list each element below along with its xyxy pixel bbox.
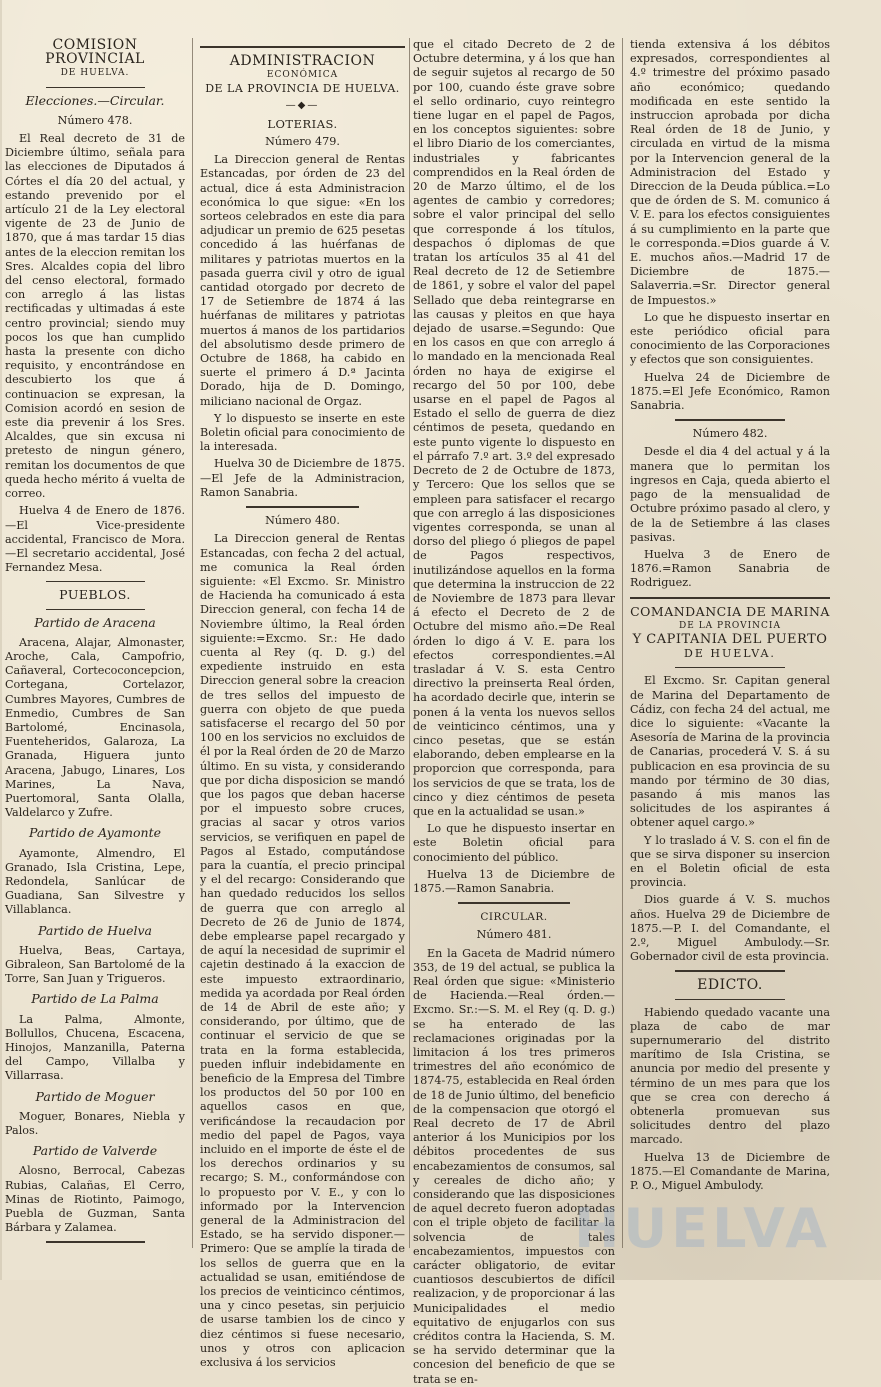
divider [675, 970, 785, 972]
ornament-divider: —◆— [285, 99, 320, 111]
section-title: Elecciones.—Circular. [25, 92, 165, 108]
marina-header-subtitle: DE HUELVA. [684, 647, 776, 661]
partido-towns: Ayamonte, Almendro, El Granado, Isla Cristina, Lepe, Redondela, Sanlúcar de Guadiana, San Silvestre y Villablanca. [5, 846, 185, 917]
divider [46, 609, 145, 610]
partido-name: Partido de Moguer [35, 1088, 155, 1104]
partido-block [5, 1144, 185, 1235]
notice-number: Número 478. [57, 113, 133, 127]
notice-body: El Real decreto de 31 de Diciembre último, señala para las elecciones de Diputados á Córtes el día 20 del actual, y estando prevenido por el artículo 21 de la Ley electoral vigente de 23 de Junio de 1870, que á mas tardar 15 dias antes de la eleccion remitan los Sres. Alcaldes copia del libro del censo electoral, formado con arreglo á las listas rectificadas y ultimadas á este centro provincial; siendo muy pocos los que han cumplido hasta la presente con dicho requisito, y encontrándose en descubierto los que á continuacion se expresan, la Comision acordó en sesion de este dia prevenir á los Sres. Alcaldes, que sin excusa ni pretesto de ningun género, remitan los documentos de que queda hecho mérito á vuelta de correo. [5, 132, 185, 501]
section-header-subtitle: DE LA PROVINCIA DE HUELVA. [205, 82, 400, 96]
section-header-title: ADMINISTRACION [229, 53, 376, 69]
notice-body: La Direccion general de Rentas Estancadas, con fecha 2 del actual, me comunica la Real órden siguiente: «El Excmo. Sr. Ministro de Hacienda ha comunicado á esta Direccion general, con fecha 14 de Noviembre último, la Real órden siguiente:=Excmo. Sr.: He dado cuenta al Rey (q. D. g.) del expediente instruido en esta Direccion general sobre la creacion de tres sellos del impuesto de guerra con objeto de que pueda satisfacerse el recargo del 50 por 100 en los servicios no excluidos de él por la Real órden de 20 de Marzo último. En su vista, y considerando que por dicha disposicion se mandó que los pagos que deban hacerse por el impuesto sobre cruces, gracias al sacar y otros varios servicios, se verifiquen en papel de Pagos al Estado, computándose para la cuantía, el precio principal y el del recargo: Considerando que han quedado reducidos los sellos de guerra que con arreglo al Decreto de 26 de Junio de 1874, debe emplearse papel recargado y de aquí la necesidad de suprimir el cajetin destinado á la exaccion de este impuesto extraordinario, medida ya acordada por Real órden de 14 de Abril de este año; y considerando, por último, que de continuar el servicio de que se trata en la forma establecida, pueden influir indebidamente en beneficio de la Empresa del Timbre los productos del 50 por 100 en aquellos casos en que, verificándose la recaudacion por medio del papel de Pagos, vaya incluido en el importe de éste el de los derechos ordinarios y su recargo; S. M., conformándose con lo propuesto por V. E., y con lo informado por la Intervencion general de la Administracion del Estado, se ha servido disponer.—Primero: Que se amplíe la tirada de los sellos de guerra que en la actualidad se usan, emitiéndose de los precios de veinticinco céntimos, una y cinco pesetas, sin perjuicio de usarse tambien los de cinco y diez céntimos si fuese necesario, unos y otros con aplicacion exclusiva á los servicios [200, 532, 405, 1370]
section-header-small: ECONÓMICA [266, 70, 339, 81]
partido-block [5, 826, 185, 917]
divider [200, 46, 405, 48]
notice-signoff: Huelva 3 de Enero de 1876.=Ramon Sanabria de Rodriguez. [630, 547, 830, 590]
divider [46, 1241, 145, 1243]
marina-header-title-2: Y CAPITANIA DEL PUERTO [632, 631, 828, 647]
notice-number: Número 482. [692, 427, 768, 441]
column-administracion [200, 38, 405, 1370]
partido-towns: Aracena, Alajar, Almonaster, Aroche, Cala, Campofrio, Cañaveral, Cortecoconcepcion, Cortegana, Cortelazor, Cumbres Mayores, Cumbres de Enmedio, Cumbres de San Bartolomé, Encinasola, Fuenteheridos, Galaroza, La Granada, Higuera junto Aracena, Jabugo, Linares, Los Marines, La Nava, Puertomoral, Santa Olalla, Valdelarco y Zufre. [5, 635, 185, 820]
partido-towns: Moguer, Bonares, Niebla y Palos. [5, 1109, 185, 1138]
huelva-watermark-logo: HUELVA [574, 1197, 831, 1260]
partido-towns: Alosno, Berrocal, Cabezas Rubias, Calañas, El Cerro, Minas de Riotinto, Paimogo, Puebla de Guzman, Santa Bárbara y Zalamea. [5, 1164, 185, 1235]
circular-body: En la Gaceta de Madrid número 353, de 19 del actual, se publica la Real órden que sigue: «Ministerio de Hacienda.—Real órden.—Excmo. Sr.:—S. M. el Rey (q. D. g.) se ha enterado de las reclamaciones originadas por la limitacion á los tres primeros trimestres del año económico de 1874-75, establecida en Real órden de 18 de Junio último, del beneficio de la compensacion que otorgó el Real decreto de 17 de Abril anterior á los Municipios por los débitos procedentes de sus encabezamientos de consumos, sal y cereales de dicho año; y considerando que las disposiciones de aquel decreto fueron adoptadas con el triple objeto de facilitar la solvencia de tales encabezamientos, impuestos con carácter obligatorio, de evitar cuantiosos descubiertos de difícil realizacion, y de proporcionar á las Municipalidades el medio equitativo de enjugarlos con sus créditos contra la Hacienda, S. M. se ha servido determinar que la concesion del beneficio de que se trata se en- [413, 946, 615, 1386]
marina-header-small: DE LA PROVINCIA [679, 620, 781, 631]
divider [630, 597, 830, 599]
notice-closing: Y lo dispuesto se inserte en este Boletin oficial para conocimiento de la interesada. [200, 411, 405, 454]
column-comision-provincial [5, 38, 185, 1248]
notice-number: Número 479. [265, 135, 340, 149]
marina-closing: Y lo traslado á V. S. con el fin de que se sirva disponer su insercion en el Boletin oficial de esta provincia. [630, 833, 830, 890]
partido-block [5, 992, 185, 1083]
section-title: LOTERIAS. [267, 116, 338, 131]
column-rule-2 [409, 38, 410, 1248]
notice-body: Desde el dia 4 del actual y á la manera que lo permitan los ingresos en Caja, queda abierto el pago de la mensualidad de Octubre próximo pasado al clero, y de la de Setiembre á las clases pasivas. [630, 445, 830, 544]
divider [458, 902, 569, 904]
notice-signoff: Huelva 4 de Enero de 1876.—El Vice-presidente accidental, Francisco de Mora.—El secretario accidental, José Fernandez Mesa. [5, 504, 185, 575]
divider [46, 87, 145, 88]
pueblos-title: PUEBLOS. [59, 587, 131, 603]
column-continuation [413, 38, 615, 1386]
circular-title: CIRCULAR. [480, 911, 548, 924]
partido-block [5, 616, 185, 821]
edicto-body: Habiendo quedado vacante una plaza de cabo de mar supernumerario del distrito marítimo de Isla Cristina, se anuncia por medio del presente y término de un mes para que los que se crea con derecho á obtenerla promuevan sus solicitudes dentro del plazo marcado. [630, 1005, 830, 1147]
notice-signoff: Huelva 24 de Diciembre de 1875.=El Jefe Económico, Ramon Sanabria. [630, 370, 830, 413]
partido-name: Partido de Ayamonte [28, 825, 162, 841]
divider [675, 999, 785, 1000]
section-header-title: COMISION PROVINCIAL [45, 37, 145, 68]
section-header-subtitle: DE HUELVA. [60, 68, 130, 79]
edicto-signoff: Huelva 13 de Diciembre de 1875.—El Comandante de Marina, P. O., Miguel Ambulody. [630, 1150, 830, 1193]
notice-body-continued: tienda extensiva á los débitos expresados, correspondientes al 4.º trimestre del próximo pasado año económico; quedando modificada en este sentido la instruccion aprobada por dicha Real órden de 18 de Junio, y circulada en virtud de la misma por la Intervencion general de la Administracion del Estado y Direccion de la Deuda pública.=Lo que de órden de S. M. comunico á V. E. para los efectos consiguientes á su cumplimiento en la parte que le corresponda.=Dios guarde á V. E. muchos años.—Madrid 17 de Diciembre de 1875.—Salaverria.=Sr. Director general de Impuestos.» [630, 38, 830, 307]
notice-closing: Lo que he dispuesto insertar en este Boletin oficial para conocimiento del público. [413, 822, 615, 864]
partido-block [5, 1090, 185, 1139]
partido-towns: Huelva, Beas, Cartaya, Gibraleon, San Bartolomé de la Torre, San Juan y Trigueros. [5, 943, 185, 986]
notice-closing: Lo que he dispuesto insertar en este periódico oficial para conocimiento de las Corporaciones y efectos que son consiguientes. [630, 310, 830, 367]
partido-name: Partido de Valverde [32, 1143, 158, 1159]
partido-name: Partido de Huelva [37, 922, 153, 938]
notice-body: La Direccion general de Rentas Estancadas, por órden de 23 del actual, dice á esta Administracion económica lo que sigue: «En los sorteos celebrados en este dia para adjudicar un premio de 625 pesetas concedido á las huérfanas de militares y patriotas muertos en la pasada guerra civil y otro de igual cantidad otorgado por decreto de 17 de Setiembre de 1874 á las huérfanas de militares y patriotas muertos á manos de los partidarios del absolutismo desde primero de Octubre de 1868, ha cabido en suerte el primero á D.ª Jacinta Dorado, hija de D. Domingo, miliciano nacional de Orgaz. [200, 153, 405, 408]
divider [246, 506, 359, 508]
partido-towns: La Palma, Almonte, Bollullos, Chucena, Escacena, Hinojos, Manzanilla, Paterna del Campo, Villalba y Villarrasa. [5, 1012, 185, 1083]
page-edge [0, 0, 2, 1280]
notice-number: Número 481. [476, 928, 552, 942]
notice-number: Número 480. [265, 514, 340, 528]
column-rule-1 [192, 38, 193, 1248]
divider [46, 581, 145, 582]
marina-body: El Excmo. Sr. Capitan general de Marina del Departamento de Cádiz, con fecha 24 del actual, me dice lo siguiente: «Vacante la Asesoría de Marina de la provincia de Canarias, procederá V. S. á su publicacion en esa provincia de su mando por término de 30 dias, pasando á mis manos las solicitudes de los aspirantes á obtener aquel cargo.» [630, 674, 830, 830]
column-rule-3 [622, 38, 623, 1248]
edicto-title: EDICTO. [697, 977, 763, 994]
marina-signoff: Dios guarde á V. S. muchos años. Huelva 29 de Diciembre de 1875.—P. I. del Comandante, el 2.º, Miguel Ambulody.—Sr. Gobernador civil de esta provincia. [630, 893, 830, 964]
marina-header-title: COMANDANCIA DE MARINA [630, 603, 830, 619]
partido-block [5, 924, 185, 987]
column-marina [630, 38, 830, 1248]
partido-name: Partido de La Palma [31, 991, 159, 1007]
notice-body-continued: que el citado Decreto de 2 de Octubre determina, y á los que han de seguir sujetos al recargo de 50 por 100, cuando éste grave sobre el sello ordinario, cuyo reintegro tiene lugar en el papel de Pagos, en los conceptos siguientes: sobre el libro Diario de los comerciantes, industriales y fabricantes comprendidos en la Real órden de 20 de Marzo último, el de los agentes de cambio y corredores; sobre el valor principal del sello que corresponde á los títulos, despachos ó diplomas de que tratan los artículos 35 al 41 del Real decreto de 12 de Setiembre de 1861, y sobre el valor del papel Sellado que deba reintegrarse en las causas y pleitos en que haya dejado de usarse.=Segundo: Que en los casos en que con arreglo á lo mandado en la mencionada Real órden no haya de exigirse el recargo del 50 por 100, debe usarse en el papel de Pagos al Estado el sello de guerra de diez céntimos de peseta, quedando en este punto vigente lo dispuesto en el párrafo 7.º art. 3.º del expresado Decreto de 2 de Octubre de 1873, y Tercero: Que los sellos que se empleen para satisfacer el recargo que con arreglo á las disposiciones vigentes corresponda, se unan al dorso del pliego ó pliegos de papel de Pagos respectivos, inutilizándose aquellos en la forma que determina la instruccion de 22 de Noviembre de 1873 para llevar á efecto el Decreto de 2 de Octubre del mismo año.=De Real órden lo digo á V. E. para los efectos correspondientes.=Al trasladar á V. S. esta Centro directivo la preinserta Real órden, ha acordado decirle que, interin se ponen á la venta los nuevos sellos de veinticinco céntimos, una y cinco pesetas, que se están elaborando, deben emplearse en la proporcion que corresponda, para los servicios de que se trata, los de cinco y diez céntimos de peseta que en la actualidad se usan.» [413, 38, 615, 818]
divider [675, 667, 785, 668]
divider [675, 419, 785, 421]
notice-signoff: Huelva 13 de Diciembre de 1875.—Ramon Sanabria. [413, 867, 615, 895]
notice-signoff: Huelva 30 de Diciembre de 1875.—El Jefe de la Administracion, Ramon Sanabria. [200, 457, 405, 499]
partido-name: Partido de Aracena [34, 614, 156, 630]
